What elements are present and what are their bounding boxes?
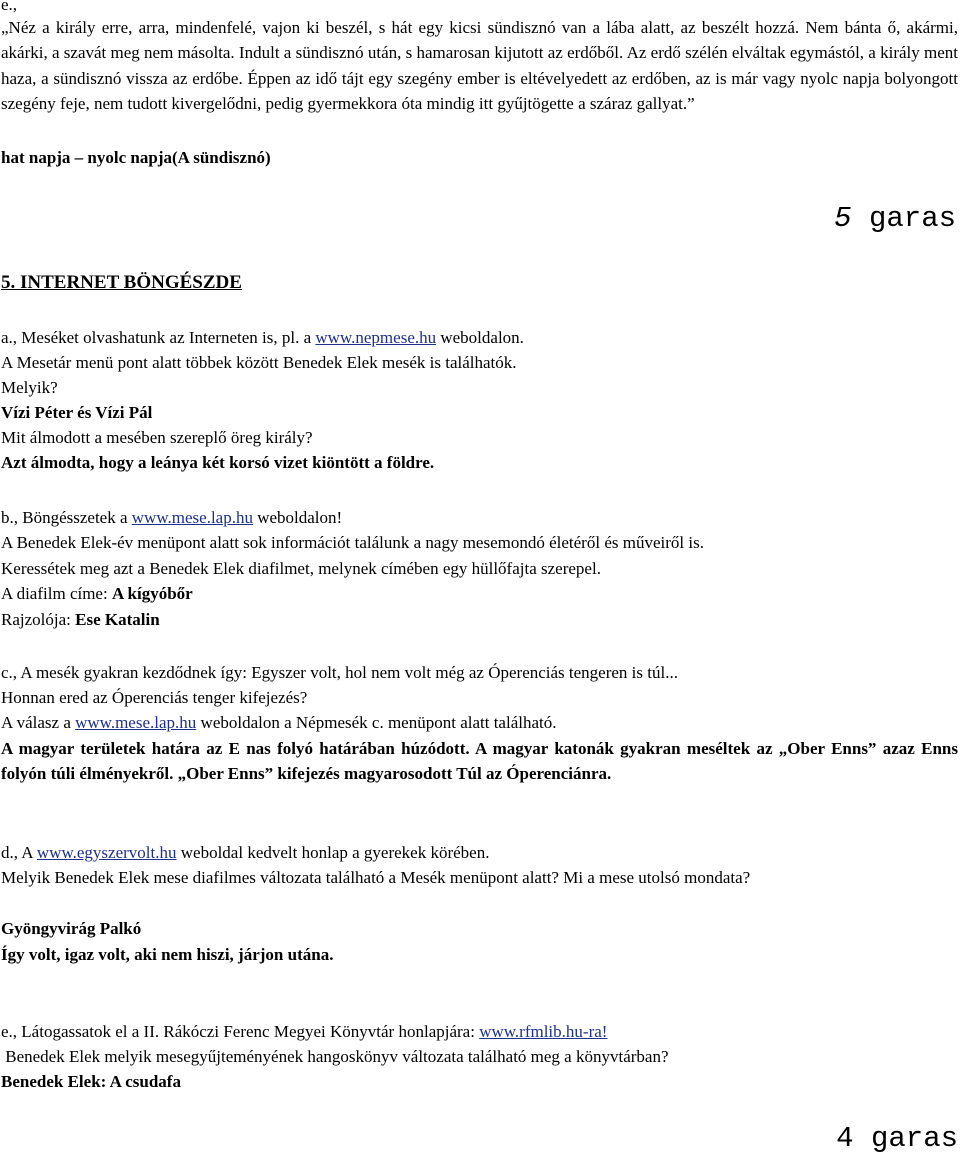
section-a-answer2: Azt álmodta, hogy a leánya két korsó vizet kiöntött a földre. xyxy=(1,453,435,472)
points-top-number: 5 xyxy=(834,202,852,235)
link-mese-lap-b[interactable]: www.mese.lap.hu xyxy=(131,508,253,527)
section-e-intro xyxy=(1,1019,607,1044)
section-d-answer2: Így volt, igaz volt, aki nem hiszi, járjon utána. xyxy=(1,945,334,964)
section-a-intro-end: weboldalon. xyxy=(436,328,524,347)
section-b-title xyxy=(1,581,193,606)
section-b-intro-text: b., Böngésszetek a xyxy=(1,508,132,527)
section-b-line2: A Benedek Elek-év menüpont alatt sok információt találunk a nagy mesemondó életéről és műveiről is. xyxy=(1,533,704,552)
section-c-answer: A magyar területek határa az E nas folyó határában húzódott. A magyar katonák gyakran meséltek az „Ober Enns” azaz Enns folyón túli élményekről. „Ober Enns” kifejezés magyarosodott Túl az Óperenciánra. xyxy=(1,739,958,784)
points-top-unit: garas xyxy=(868,202,956,235)
section-c-line3-text: A válasz a xyxy=(1,713,76,732)
diafilm-title-label: A diafilm címe: xyxy=(1,584,112,603)
section-c-line2: Honnan ered az Óperenciás tenger kifejezés? xyxy=(1,688,308,707)
link-rfmlib[interactable]: www.rfmlib.hu-ra! xyxy=(479,1022,608,1041)
section-a-question2: Mit álmodott a mesében szereplő öreg király? xyxy=(1,428,313,447)
section-b-intro-end: weboldalon! xyxy=(252,508,343,527)
diafilm-title-value: A kígyóbőr xyxy=(111,584,193,603)
section-c-line3 xyxy=(1,710,556,735)
section-e-intro-text: e., Látogassatok el a II. Rákóczi Ferenc Megyei Könyvtár honlapjára: xyxy=(1,1022,480,1041)
section-e-question: Benedek Elek melyik mesegyűjteményének hangoskönyv változata található meg a könyvtárban? xyxy=(1,1047,669,1066)
section-d-intro-end: weboldal kedvelt honlap a gyerekek körében. xyxy=(176,843,490,862)
section-heading: 5. INTERNET BÖNGÉSZDE xyxy=(1,272,242,293)
artist-label: Rajzolója: xyxy=(1,610,76,629)
section-d-answer1: Gyöngyvirág Palkó xyxy=(1,919,142,938)
section-a-intro xyxy=(1,325,524,350)
link-mese-lap-c[interactable]: www.mese.lap.hu xyxy=(75,713,197,732)
points-bottom-unit: garas xyxy=(870,1122,958,1155)
points-bottom-number: 4 xyxy=(836,1122,854,1155)
section-e-answer: Benedek Elek: A csudafa xyxy=(1,1072,181,1091)
section-a-intro-text: a., Meséket olvashatunk az Interneten is, pl. a xyxy=(1,328,316,347)
story-excerpt: „Néz a király erre, arra, mindenfelé, vajon ki beszél, s hát egy kicsi sündisznó van a lába alatt, az beszélt hozzá. Nem bánta ő, akármi, akárki, a szavát meg nem másolta. Indult a sündisznó után, s hamarosan kijutott az erdőből. Az erdő szélén elváltak egymástól, a király ment haza, a sündisznó vissza az erdőbe. Éppen az idő tájt egy szegény ember is eltévelyedett az erdőben, az is már vagy nyolc napja bolyongott szegény feje, nem tudott kivergelődni, pedig gyermekkora óta mindig itt gyűjtögette a száraz gallyat.” xyxy=(1,18,958,114)
section-e-label: e., xyxy=(1,0,18,14)
section-b-artist xyxy=(1,607,160,632)
story-answer: hat napja – nyolc napja(A sündisznó) xyxy=(1,148,271,167)
artist-value: Ese Katalin xyxy=(75,610,160,629)
section-d-intro xyxy=(1,840,489,865)
section-a-line2: A Mesetár menü pont alatt többek között Benedek Elek mesék is találhatók. xyxy=(1,353,517,372)
points-bottom xyxy=(836,1122,958,1155)
link-egyszervolt[interactable]: www.egyszervolt.hu xyxy=(36,843,177,862)
points-top xyxy=(834,202,956,235)
section-a-question1: Melyik? xyxy=(1,378,58,397)
section-d-intro-text: d., A xyxy=(1,843,37,862)
section-b-line3: Keressétek meg azt a Benedek Elek diafilmet, melynek címében egy hüllőfajta szerepel. xyxy=(1,559,601,578)
section-d-question: Melyik Benedek Elek mese diafilmes változata található a Mesék menüpont alatt? Mi a mese utolsó mondata? xyxy=(1,868,751,887)
section-a-answer1: Vízi Péter és Vízi Pál xyxy=(1,403,153,422)
link-nepmese[interactable]: www.nepmese.hu xyxy=(315,328,437,347)
section-c-line3-end: weboldalon a Népmesék c. menüpont alatt található. xyxy=(196,713,557,732)
section-b-intro xyxy=(1,505,342,530)
section-c-line1: c., A mesék gyakran kezdődnek így: Egyszer volt, hol nem volt még az Óperenciás tengeren is túl... xyxy=(1,663,678,682)
